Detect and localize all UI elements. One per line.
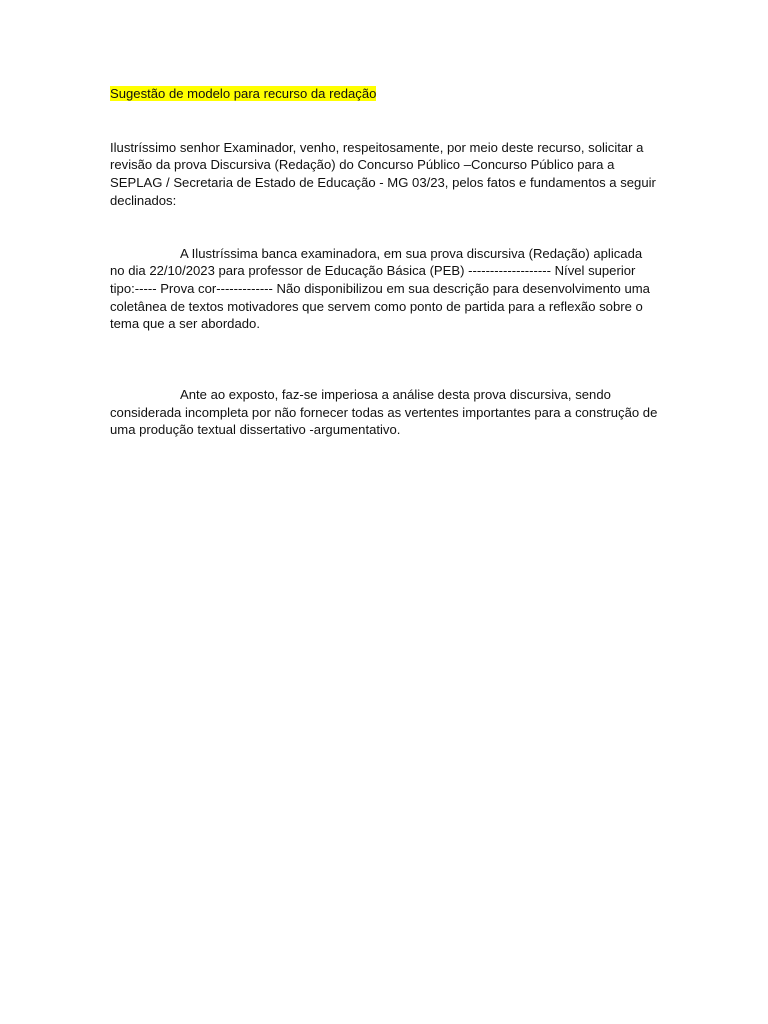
document-title xyxy=(110,85,660,103)
title-highlight: Sugestão de modelo para recurso da redação xyxy=(110,86,377,101)
paragraph-introduction: Ilustríssimo senhor Examinador, venho, respeitosamente, por meio deste recurso, solicitar a revisão da prova Discursiva (Redação) do Concurso Público –Concurso Público para a SEPLAG / Secretaria de Estado de Educação - MG 03/23, pelos fatos e fundamentos a seguir declinados: xyxy=(110,139,656,208)
document-body xyxy=(110,85,660,439)
paragraph-conclusion: Ante ao exposto, faz-se imperiosa a análise desta prova discursiva, sendo considerada incompleta por não fornecer todas as vertentes importantes para a construção de uma produção textual dissertativo -argumentativo. xyxy=(110,387,658,438)
paragraph-argument: A Ilustríssima banca examinadora, em sua prova discursiva (Redação) aplicada no dia 22/10/2023 para professor de Educação Básica (PEB) ------------------- Nível superior tipo:----- Prova cor------------- Não disponibilizou em sua descrição para desenvolvimento uma coletânea de textos motivadores que servem como ponto de partida para a reflexão sobre o tema que a ser abordado. xyxy=(110,245,650,332)
